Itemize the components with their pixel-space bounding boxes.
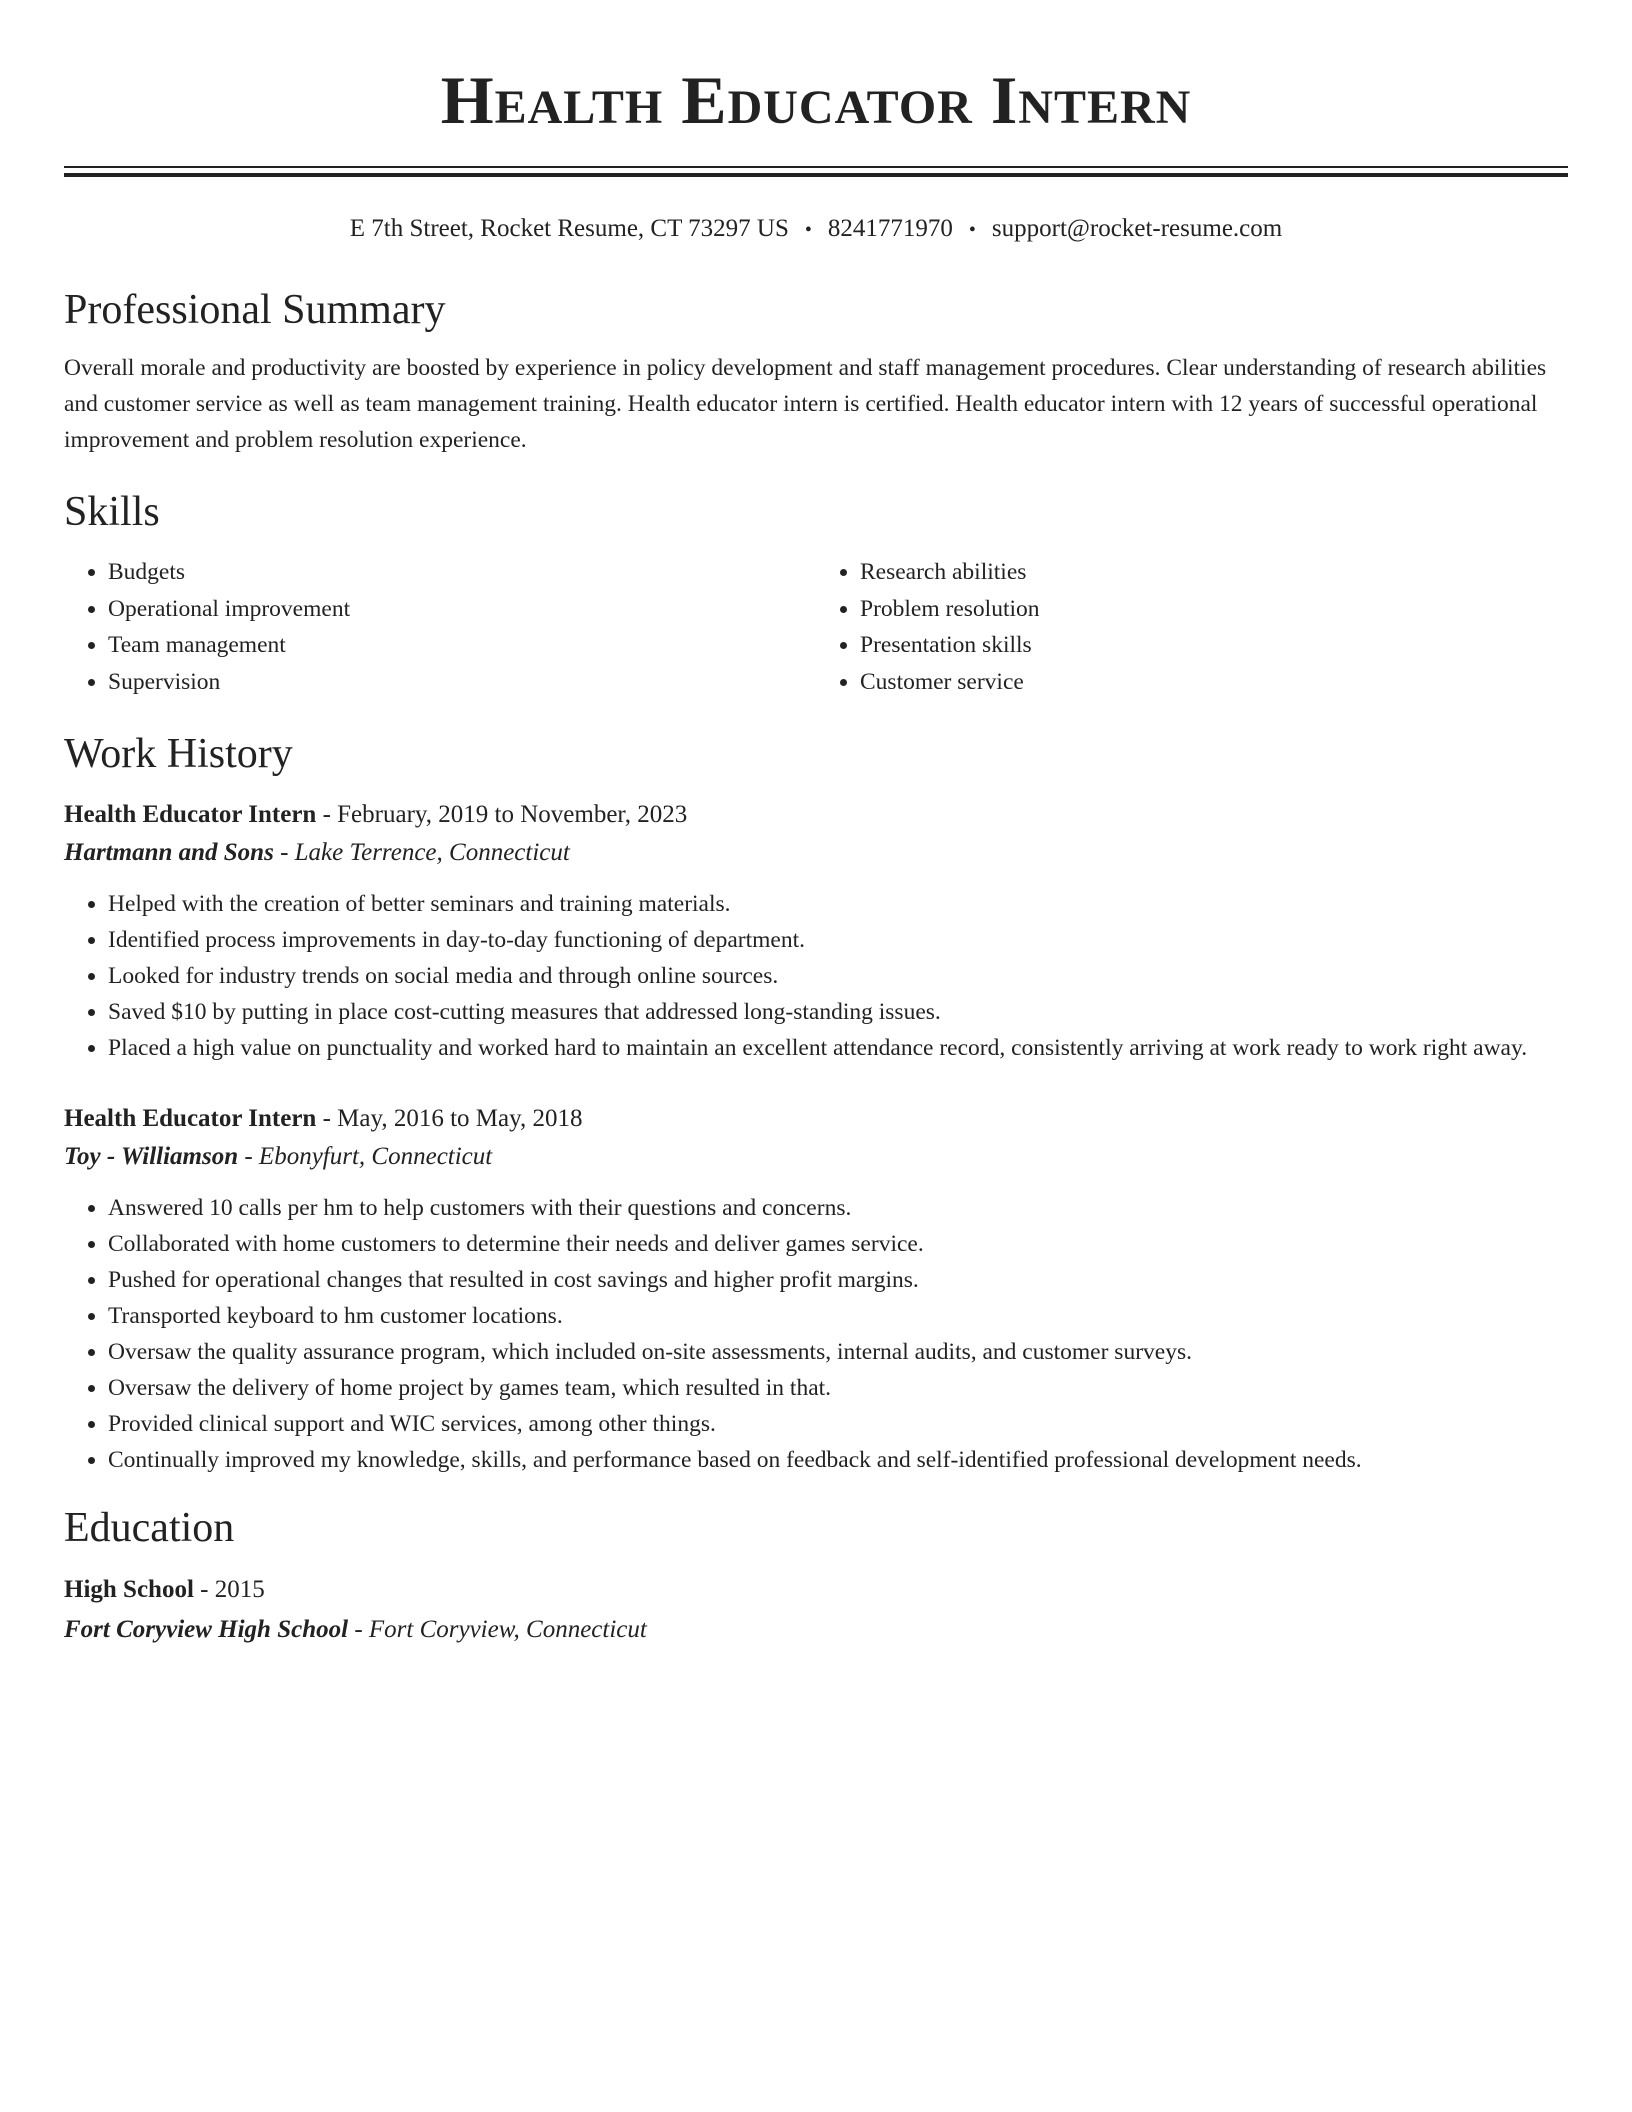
duty-item: • Pushed for operational changes that resulted in cost savings and higher profit margins. bbox=[108, 1262, 1568, 1298]
education-header bbox=[64, 1570, 1568, 1610]
job-dates: - February, 2019 to November, 2023 bbox=[316, 801, 688, 828]
contact-address: E 7th Street, Rocket Resume, CT 73297 US bbox=[349, 215, 789, 242]
duty-item: • Oversaw the delivery of home project by games team, which resulted in that. bbox=[108, 1370, 1568, 1406]
duty-item: • Saved $10 by putting in place cost-cutting measures that addressed long-standing issues. bbox=[108, 994, 1568, 1030]
job-employer bbox=[64, 1138, 1568, 1176]
skill-item: • Problem resolution bbox=[860, 591, 1568, 628]
job-title: Health Educator Intern bbox=[64, 801, 317, 828]
summary-heading: Professional Summary bbox=[64, 287, 446, 333]
education-degree: High School bbox=[64, 1576, 194, 1603]
duty-item: • Provided clinical support and WIC services, among other things. bbox=[108, 1406, 1568, 1442]
job-company: Hartmann and Sons bbox=[64, 839, 274, 866]
duty-item: • Oversaw the quality assurance program, which included on-site assessments, internal audits, and customer surveys. bbox=[108, 1334, 1568, 1370]
job-employer bbox=[64, 834, 1568, 872]
skills-grid bbox=[64, 554, 1568, 700]
duty-item: • Helped with the creation of better seminars and training materials. bbox=[108, 886, 1568, 922]
duty-item: • Identified process improvements in day-to-day functioning of department. bbox=[108, 922, 1568, 958]
duty-item: • Transported keyboard to hm customer locations. bbox=[108, 1298, 1568, 1334]
skills-heading: Skills bbox=[64, 489, 160, 535]
skill-item: • Team management bbox=[108, 627, 816, 664]
job-header bbox=[64, 796, 1568, 834]
skill-item: • Presentation skills bbox=[860, 627, 1568, 664]
duty-item: • Collaborated with home customers to determine their needs and deliver games service. bbox=[108, 1226, 1568, 1262]
duty-item: • Answered 10 calls per hm to help customers with their questions and concerns. bbox=[108, 1190, 1568, 1226]
contact-phone: 8241771970 bbox=[827, 215, 953, 242]
education-school-line bbox=[64, 1610, 1568, 1650]
job-title: Health Educator Intern bbox=[64, 1105, 317, 1132]
skill-item: • Customer service bbox=[860, 664, 1568, 701]
job-entry bbox=[64, 1100, 1568, 1478]
education-location: - Fort Coryview, Connecticut bbox=[348, 1616, 647, 1643]
contact-separator: • bbox=[804, 219, 812, 241]
education-school: Fort Coryview High School bbox=[64, 1616, 349, 1643]
skills-list-right bbox=[816, 554, 1568, 700]
skills-list-left bbox=[64, 554, 816, 700]
job-company: Toy - Williamson bbox=[64, 1143, 239, 1170]
duty-item: • Placed a high value on punctuality and worked hard to maintain an excellent attendance record, consistently arriving at work ready to work right away. bbox=[108, 1030, 1568, 1066]
skill-item: • Operational improvement bbox=[108, 591, 816, 628]
duty-item: • Looked for industry trends on social media and through online sources. bbox=[108, 958, 1568, 994]
resume-title: Health Educator Intern bbox=[440, 62, 1192, 138]
job-duties bbox=[64, 886, 1568, 1066]
duty-item: • Continually improved my knowledge, skills, and performance based on feedback and self-identified professional development needs. bbox=[108, 1442, 1568, 1478]
skill-item: • Budgets bbox=[108, 554, 816, 591]
contact-separator: • bbox=[968, 219, 976, 241]
job-header bbox=[64, 1100, 1568, 1138]
education-heading: Education bbox=[64, 1505, 235, 1551]
title-divider-thick bbox=[64, 173, 1568, 177]
contact-line bbox=[64, 213, 1568, 246]
summary-text: Overall morale and productivity are boosted by experience in policy development and staff management procedures. Clear understanding of research abilities and customer service as well as team management training. Health educator intern is certified. Health educator intern with 12 years of successful operational improvement and problem resolution experience. bbox=[64, 355, 1547, 453]
job-location: - Ebonyfurt, Connecticut bbox=[238, 1143, 493, 1170]
skill-item: • Research abilities bbox=[860, 554, 1568, 591]
work-history-heading: Work History bbox=[64, 731, 293, 777]
job-location: - Lake Terrence, Connecticut bbox=[273, 839, 570, 866]
title-divider-thin bbox=[64, 166, 1568, 168]
contact-email: support@rocket-resume.com bbox=[991, 215, 1283, 242]
job-dates: - May, 2016 to May, 2018 bbox=[316, 1105, 583, 1132]
job-entry bbox=[64, 796, 1568, 1066]
skill-item: • Supervision bbox=[108, 664, 816, 701]
job-duties bbox=[64, 1190, 1568, 1478]
education-year: - 2015 bbox=[193, 1576, 265, 1603]
